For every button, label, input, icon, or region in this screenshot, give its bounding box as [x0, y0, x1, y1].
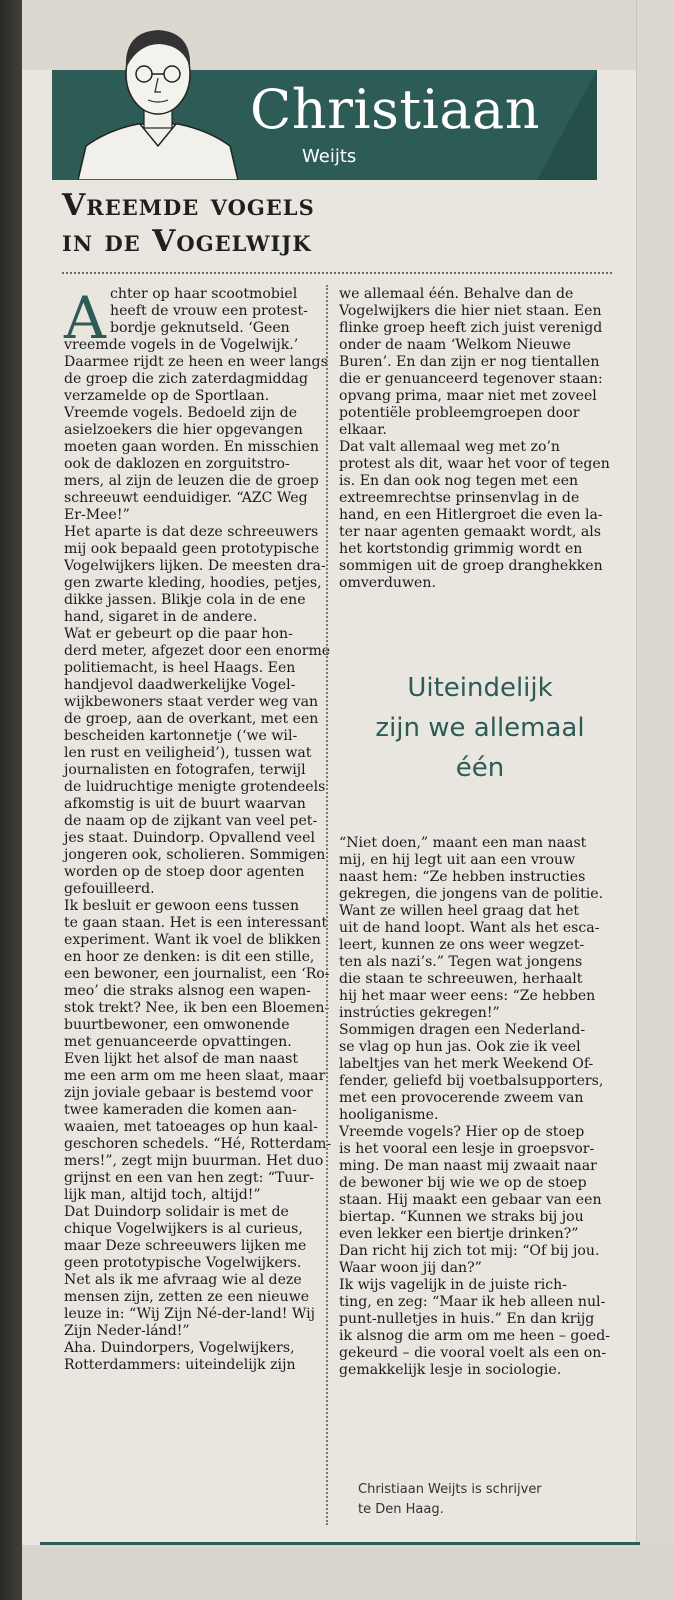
article-line: experiment. Want ik voel de blikken: [64, 932, 321, 948]
article-line: journalisten en fotografen, terwijl: [64, 762, 306, 778]
article-line: biertap. “Kunnen we straks bij jou: [339, 1209, 584, 1225]
article-line: het kortstondig grimmig wordt en: [339, 541, 583, 557]
article-line: jongeren ook, scholieren. Sommigen: [64, 847, 326, 863]
author-bio-line: te Den Haag.: [358, 1502, 444, 1517]
article-line: Vreemde vogels? Hier op de stoep: [339, 1124, 585, 1140]
article-line: een bewoner, een journalist, een ‘Ro-: [64, 966, 330, 982]
article-line: die staan te schreeuwen, herhaalt: [339, 971, 583, 987]
article-line: naast hem: “Ze hebben instructies: [339, 869, 586, 885]
article-line: len rust en veiligheid’), tussen wat: [64, 745, 312, 761]
headline-divider: [62, 272, 612, 274]
article-line: Ik wijs vagelijk in de juiste rich-: [339, 1277, 567, 1293]
article-line: Zijn Neder-lánd!”: [64, 1323, 190, 1339]
article-line: chter op haar scootmobiel: [110, 286, 298, 302]
article-line: Vogelwijkers die hier niet staan. Een: [339, 303, 602, 319]
article-line: Dat valt allemaal weg met zo’n: [339, 439, 560, 455]
article-line: Buren’. En dan zijn er nog tientallen: [339, 354, 600, 370]
article-line: is het vooral een lesje in groepsvor-: [339, 1141, 595, 1157]
article-line: sommigen uit de groep dranghekken: [339, 558, 603, 574]
article-line: Want ze willen heel graag dat het: [339, 903, 580, 919]
article-line: se vlag op hun jas. Ook zie ik veel: [339, 1039, 581, 1055]
article-line: Wat er gebeurt op die paar hon-: [64, 626, 293, 642]
article-line: leert, kunnen ze ons weer wegzet-: [339, 937, 585, 953]
article-line: gekeurd – die vooral voelt als een on-: [339, 1345, 607, 1361]
article-line: met een provocerende zweem van: [339, 1090, 584, 1106]
article-line: staan. Hij maakt een gebaar van een: [339, 1192, 602, 1208]
article-line: mij ook bepaald geen prototypische: [64, 541, 320, 557]
bottom-band: [22, 1545, 674, 1600]
article-line: Waar woon jij dan?”: [339, 1260, 482, 1276]
article-line: handjevol daadwerkelijke Vogel-: [64, 677, 296, 693]
article-line: schreeuwt eenduidiger. “AZC Weg: [64, 490, 308, 506]
article-line: dikke jassen. Blikje cola in de ene: [64, 592, 306, 608]
article-line: opvang prima, maar niet met zoveel: [339, 388, 597, 404]
article-line: gekregen, die jongens van de politie.: [339, 886, 604, 902]
article-line: Even lijkt het alsof de man naast: [64, 1051, 299, 1067]
author-first-name: Christiaan: [250, 78, 541, 141]
article-line: we allemaal één. Behalve dan de: [339, 286, 574, 302]
article-line: de naam op de zijkant van veel pet-: [64, 813, 318, 829]
article-line: Sommigen dragen een Nederland-: [339, 1022, 586, 1038]
article-line: hij het maar weer eens: “Ze hebben: [339, 988, 596, 1004]
article-line: omverduwen.: [339, 575, 436, 591]
article-line: Vreemde vogels. Bedoeld zijn de: [64, 405, 298, 421]
article-line: Het aparte is dat deze schreeuwers: [64, 524, 319, 540]
author-bio-line: Christiaan Weijts is schrijver: [358, 1482, 542, 1497]
pull-quote-line: Uiteindelijk: [407, 673, 553, 703]
article-line: punt-nulletjes in huis.” En dan krijg: [339, 1311, 595, 1327]
author-last-name: Weijts: [302, 146, 357, 167]
article-line: gemakkelijk lesje in sociologie.: [339, 1362, 562, 1378]
article-line: mers!”, zegt mijn buurman. Het duo: [64, 1153, 324, 1169]
article-line: ik alsnog die arm om me heen – goed-: [339, 1328, 611, 1344]
article-line: moeten gaan worden. En misschien: [64, 439, 319, 455]
headline: [62, 188, 542, 260]
article-line: ten als nazi’s.” Tegen wat jongens: [339, 954, 583, 970]
article-line: te gaan staan. Het is een interessant: [64, 915, 328, 931]
article-line: flinke groep heeft zich juist verenigd: [339, 320, 603, 336]
article-line: hand, en een Hitlergroet die even la-: [339, 507, 603, 523]
article-line: asielzoekers die hier opgevangen: [64, 422, 303, 438]
article-line: gen zwarte kleding, hoodies, petjes,: [64, 575, 322, 591]
pull-quote: [340, 668, 620, 788]
text-column-1: [64, 286, 332, 1374]
article-line: even lekker een biertje drinken?”: [339, 1226, 579, 1242]
article-line: afkomstig is uit de buurt waarvan: [64, 796, 306, 812]
article-line: jes staat. Duindorp. Opvallend veel: [64, 830, 315, 846]
article-line: meo’ die straks alsnog een wapen-: [64, 983, 311, 999]
article-line: de luidruchtige menigte grotendeels: [64, 779, 326, 795]
article-line: bordje geknutseld. ‘Geen: [110, 320, 290, 336]
article-line: Er-Mee!”: [64, 507, 130, 523]
article-line: de bewoner bij wie we op de stoep: [339, 1175, 587, 1191]
text-column-3: [339, 835, 621, 1379]
article-line: Vogelwijkers lijken. De meesten dra-: [64, 558, 326, 574]
article-line: Daarmee rijdt ze heen en weer langs: [64, 354, 328, 370]
article-line: Rotterdammers: uiteindelijk zijn: [64, 1357, 296, 1373]
article-line: uit de hand loopt. Want als het esca-: [339, 920, 600, 936]
article-line: grijnst en een van hen zegt: “Tuur-: [64, 1170, 315, 1186]
article-line: ming. De man naast mij zwaait naar: [339, 1158, 597, 1174]
article-line: fender, geliefd bij voetbalsupporters,: [339, 1073, 604, 1089]
article-line: gefouilleerd.: [64, 881, 155, 897]
author-portrait: [78, 18, 238, 180]
article-line: Aha. Duindorpers, Vogelwijkers,: [64, 1340, 295, 1356]
article-line: heeft de vrouw een protest-: [110, 303, 308, 319]
article-line: onder de naam ‘Welkom Nieuwe: [339, 337, 571, 353]
drop-cap: A: [64, 284, 106, 352]
pull-quote-line: zijn we allemaal: [375, 713, 585, 743]
article-line: worden op de stoep door agenten: [64, 864, 305, 880]
article-line: hand, sigaret in de andere.: [64, 609, 258, 625]
article-line: die er genuanceerd tegenover staan:: [339, 371, 603, 387]
article-line: chique Vogelwijkers is al curieus,: [64, 1221, 303, 1237]
article-line: twee kameraden die komen aan-: [64, 1102, 297, 1118]
article-line: protest als dit, waar het voor of tegen: [339, 456, 610, 472]
article-line: labeltjes van het merk Weekend Of-: [339, 1056, 594, 1072]
article-line: met genuanceerde opvattingen.: [64, 1034, 292, 1050]
article-line: derd meter, afgezet door een enorme: [64, 643, 331, 659]
article-line: mij, en hij legt uit aan een vrouw: [339, 852, 576, 868]
article-line: instrúcties gekregen!”: [339, 1005, 500, 1021]
article-line: Dat Duindorp solidair is met de: [64, 1204, 289, 1220]
article-line: verzamelde op de Sportlaan.: [64, 388, 270, 404]
author-bio: [358, 1480, 542, 1520]
article-line: is. En dan ook nog tegen met een: [339, 473, 579, 489]
article-line: buurtbewoner, een omwonende: [64, 1017, 290, 1033]
text-column-2: [339, 286, 621, 592]
article-line: Ik besluit er gewoon eens tussen: [64, 898, 300, 914]
article-line: lijk man, altijd toch, altijd!”: [64, 1187, 261, 1203]
column-divider: [326, 285, 328, 1525]
article-line: elkaar.: [339, 422, 387, 438]
article-line: zijn joviale gebaar is bestemd voor: [64, 1085, 313, 1101]
article-line: extreemrechtse prinsenvlag in de: [339, 490, 580, 506]
article-line: Dan richt hij zich tot mij: “Of bij jou.: [339, 1243, 600, 1259]
article-line: Net als ik me afvraag wie al deze: [64, 1272, 302, 1288]
article-line: “Niet doen,” maant een man naast: [339, 835, 587, 851]
article-line: mers, al zijn de leuzen die de groep: [64, 473, 319, 489]
article-line: geen prototypische Vogelwijkers.: [64, 1255, 302, 1271]
article-line: maar Deze schreeuwers lijken me: [64, 1238, 307, 1254]
article-line: politiemacht, is heel Haags. Een: [64, 660, 296, 676]
adjacent-column-edge: [636, 0, 674, 1600]
article-line: mensen zijn, zetten ze een nieuwe: [64, 1289, 310, 1305]
article-line: leuze in: “Wij Zijn Né-der-land! Wij: [64, 1306, 315, 1322]
article-line: me een arm om me heen slaat, maar: [64, 1068, 326, 1084]
headline-line-1: Vreemde vogels: [62, 188, 315, 223]
headline-line-2: in de Vogelwijk: [62, 224, 312, 259]
article-line: hooliganisme.: [339, 1107, 439, 1123]
article-line: ook de daklozen en zorguitstro-: [64, 456, 290, 472]
article-line: ter naar agenten gemaakt wordt, als: [339, 524, 602, 540]
article-line: de groep die zich zaterdagmiddag: [64, 371, 309, 387]
article-line: potentiële probleemgroepen door: [339, 405, 580, 421]
article-line: ting, en zeg: “Maar ik heb alleen nul-: [339, 1294, 606, 1310]
article-line: geschoren schedels. “Hé, Rotterdam-: [64, 1136, 332, 1152]
article-line: stok trekt? Nee, ik ben een Bloemen-: [64, 1000, 330, 1016]
article-line: en hoor ze denken: is dit een stille,: [64, 949, 315, 965]
article-line: waaien, met tatoeages op hun kaal-: [64, 1119, 318, 1135]
article-line: de groep, aan de overkant, met een: [64, 711, 319, 727]
article-line: bescheiden kartonnetje (‘we wil-: [64, 728, 298, 744]
article-line: wijkbewoners staat verder weg van: [64, 694, 319, 710]
pull-quote-line: één: [455, 753, 505, 783]
article-line: vreemde vogels in de Vogelwijk.’: [64, 337, 299, 353]
